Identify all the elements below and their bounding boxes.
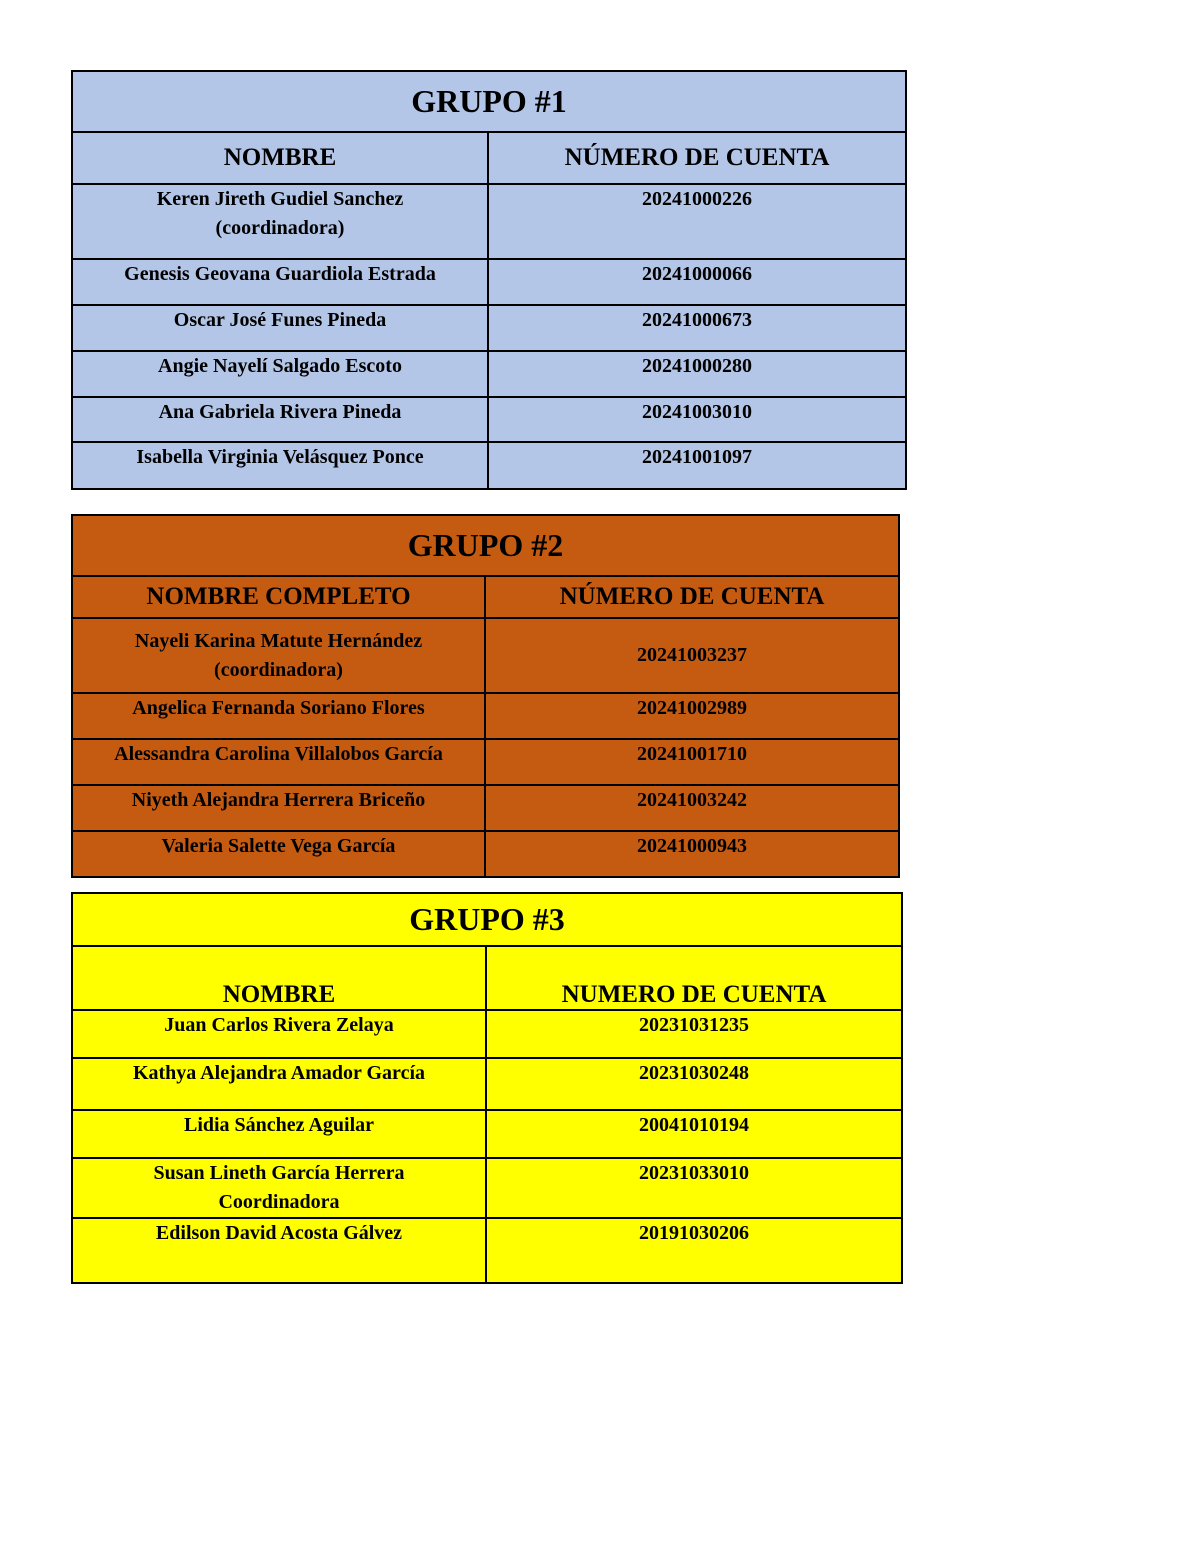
member-name: Angelica Fernanda Soriano Flores — [72, 693, 485, 739]
group-title: GRUPO #2 — [72, 515, 899, 576]
account-number: 20191030206 — [486, 1218, 902, 1283]
account-column-header: NÚMERO DE CUENTA — [485, 576, 899, 618]
table-row — [72, 259, 906, 305]
table-row — [72, 1010, 902, 1058]
account-number: 20241000943 — [485, 831, 899, 877]
table-row — [72, 442, 906, 489]
group-3-table — [71, 892, 903, 1284]
table-row — [72, 184, 906, 259]
account-number: 20231033010 — [486, 1158, 902, 1218]
member-name: Lidia Sánchez Aguilar — [72, 1110, 486, 1158]
table-row — [72, 618, 899, 693]
table-row — [72, 397, 906, 442]
table-row — [72, 693, 899, 739]
account-number: 20241002989 — [485, 693, 899, 739]
member-name: Oscar José Funes Pineda — [72, 305, 488, 351]
table-row — [72, 1218, 902, 1283]
table-row — [72, 305, 906, 351]
group-title: GRUPO #1 — [72, 71, 906, 132]
table-row — [72, 351, 906, 397]
account-number: 20231030248 — [486, 1058, 902, 1110]
table-row — [72, 785, 899, 831]
name-column-header: NOMBRE — [72, 946, 486, 1010]
group-2-table — [71, 514, 900, 878]
member-name: Keren Jireth Gudiel Sanchez (coordinadora) — [72, 184, 488, 259]
member-name: Kathya Alejandra Amador García — [72, 1058, 486, 1110]
account-number: 20241001097 — [488, 442, 906, 489]
account-number: 20241003242 — [485, 785, 899, 831]
account-number: 20041010194 — [486, 1110, 902, 1158]
member-name: Ana Gabriela Rivera Pineda — [72, 397, 488, 442]
group-title: GRUPO #3 — [72, 893, 902, 946]
account-number: 20241000280 — [488, 351, 906, 397]
group-1-table — [71, 70, 907, 490]
account-number: 20241003237 — [485, 618, 899, 693]
member-name: Niyeth Alejandra Herrera Briceño — [72, 785, 485, 831]
member-name: Edilson David Acosta Gálvez — [72, 1218, 486, 1283]
account-number: 20231031235 — [486, 1010, 902, 1058]
member-name: Angie Nayelí Salgado Escoto — [72, 351, 488, 397]
table-row — [72, 1058, 902, 1110]
account-column-header: NUMERO DE CUENTA — [486, 946, 902, 1010]
table-row — [72, 1158, 902, 1218]
member-name: Isabella Virginia Velásquez Ponce — [72, 442, 488, 489]
member-name: Susan Lineth García Herrera Coordinadora — [72, 1158, 486, 1218]
member-name: Juan Carlos Rivera Zelaya — [72, 1010, 486, 1058]
account-number: 20241000066 — [488, 259, 906, 305]
account-number: 20241001710 — [485, 739, 899, 785]
table-row — [72, 739, 899, 785]
member-name: Genesis Geovana Guardiola Estrada — [72, 259, 488, 305]
table-row — [72, 831, 899, 877]
name-column-header: NOMBRE — [72, 132, 488, 184]
member-name: Nayeli Karina Matute Hernández (coordinadora) — [72, 618, 485, 693]
account-number: 20241000673 — [488, 305, 906, 351]
member-name: Valeria Salette Vega García — [72, 831, 485, 877]
name-column-header: NOMBRE COMPLETO — [72, 576, 485, 618]
table-row — [72, 1110, 902, 1158]
account-number: 20241003010 — [488, 397, 906, 442]
account-column-header: NÚMERO DE CUENTA — [488, 132, 906, 184]
member-name: Alessandra Carolina Villalobos García — [72, 739, 485, 785]
account-number: 20241000226 — [488, 184, 906, 259]
